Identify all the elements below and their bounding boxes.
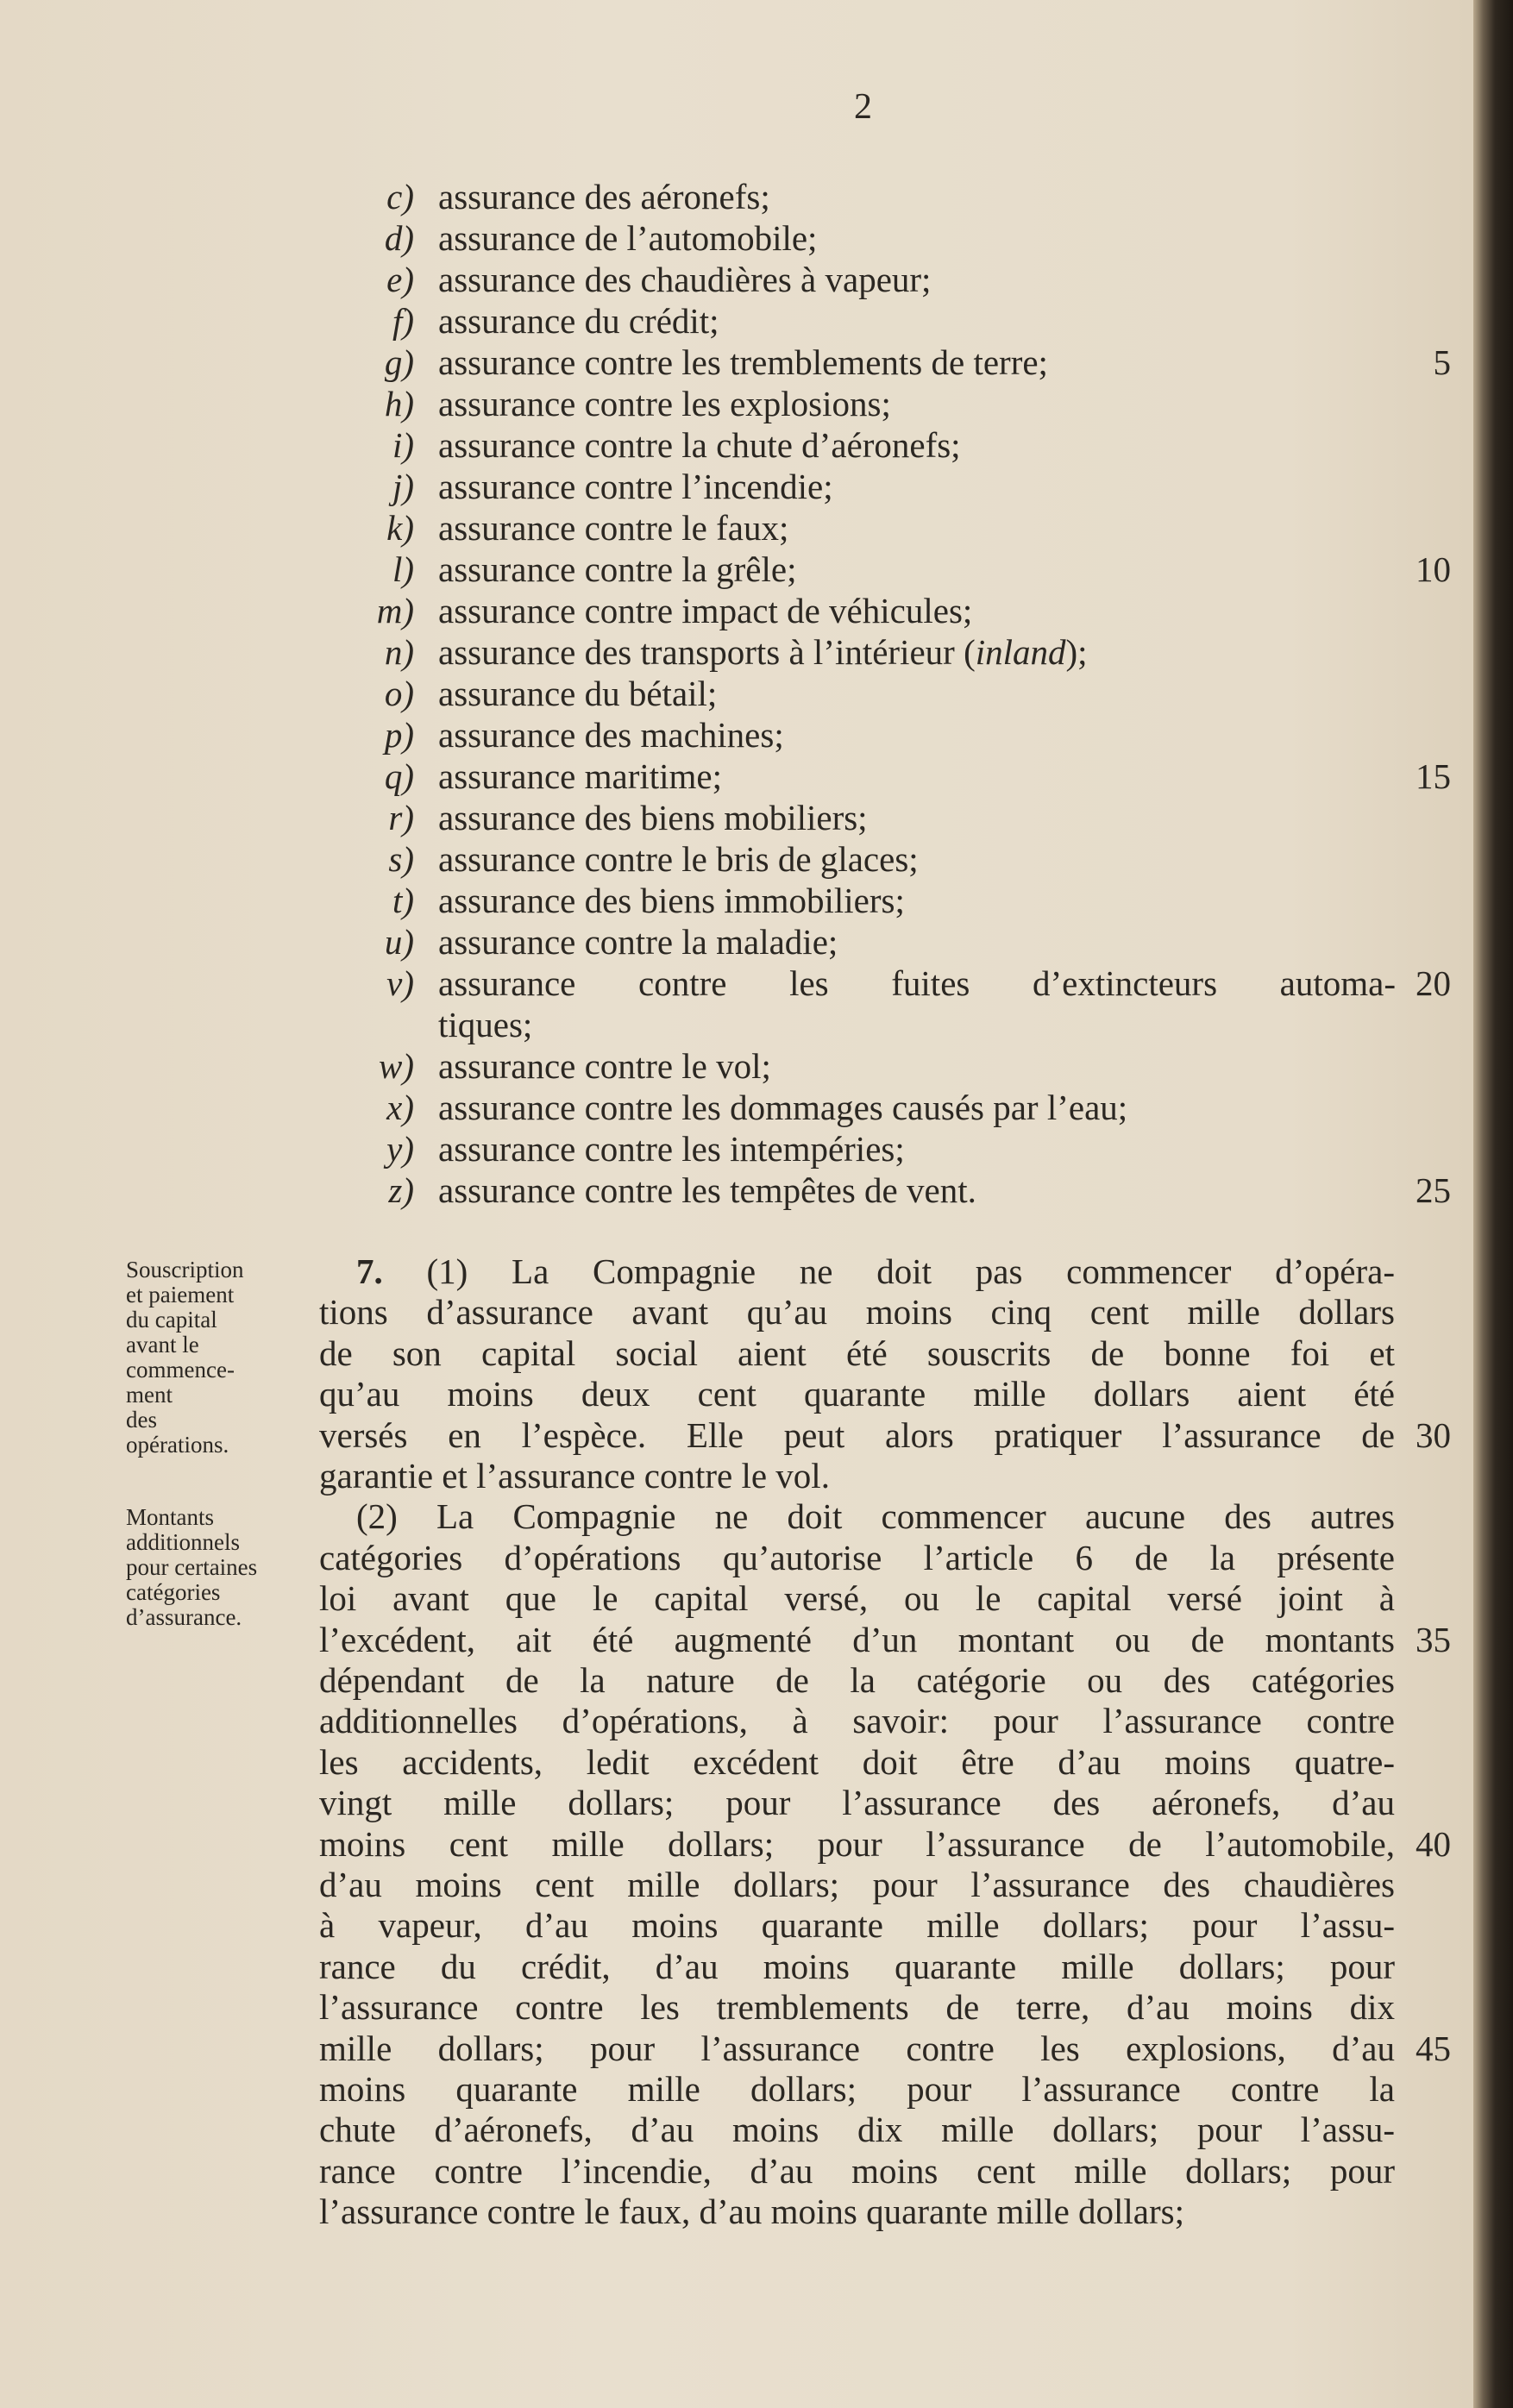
item-text-main: assurance contre les tempêtes de vent. [438, 1170, 976, 1210]
marginal-note-line: ment [126, 1382, 173, 1408]
paragraph-line [319, 1374, 1395, 1414]
item-text [438, 466, 833, 507]
paragraph-line-text: loi avant que le capital versé, ou le capital versé joint à [319, 1578, 1395, 1619]
paragraph-line [319, 2192, 1395, 2232]
item-text [438, 176, 770, 217]
marginal-note-line: Souscription [126, 1257, 244, 1282]
item-letter: j) [392, 467, 414, 506]
paragraph-line-text: (2) La Compagnie ne doit commencer aucune des autres [356, 1496, 1395, 1537]
item-text-main: assurance contre la grêle; [438, 549, 797, 589]
paragraph-line [319, 1947, 1395, 1987]
line-number: 40 [1416, 1823, 1451, 1864]
item-letter: c) [386, 177, 414, 216]
paragraph-line [319, 1333, 1395, 1374]
paragraph-line [319, 1987, 1395, 2028]
list-item [328, 756, 722, 797]
paragraph-line [319, 1538, 1395, 1578]
item-text [438, 1128, 905, 1170]
list-item [328, 383, 891, 424]
item-letter: v) [386, 963, 414, 1003]
list-item [328, 1045, 771, 1087]
item-text [438, 590, 972, 631]
item-text-main: assurance des aéronefs; [438, 177, 770, 216]
paragraph-line [319, 2029, 1395, 2069]
item-text-main: assurance contre la chute d’aéronefs; [438, 425, 961, 465]
paragraph-line-text: additionnelles d’opérations, à savoir: pour l’assurance contre [319, 1701, 1395, 1741]
item-text [438, 797, 868, 838]
marginal-note-line: catégories [126, 1579, 221, 1605]
item-letter: p) [384, 715, 414, 755]
item-text-main: assurance maritime; [438, 756, 723, 796]
paragraph-line [319, 1292, 1395, 1333]
paragraph-line-text: de son capital social aient été souscrits de bonne foi et [319, 1333, 1395, 1373]
paragraph-line [319, 2069, 1395, 2110]
paragraph-line-text: l’assurance contre les tremblements de terre, d’au moins dix [319, 1987, 1395, 2028]
marginal-note-line: des [126, 1407, 157, 1433]
paragraph-line-text: l’excédent, ait été augmenté d’un montant ou de montants [319, 1619, 1395, 1659]
item-text-main: assurance contre le vol; [438, 1046, 771, 1086]
paragraph-line-text: garantie et l’assurance contre le vol. [319, 1456, 830, 1496]
list-item [328, 714, 784, 756]
list-item [328, 176, 770, 217]
item-text [438, 1004, 532, 1045]
item-letter: h) [384, 384, 414, 423]
item-text-main: assurance de l’automobile; [438, 218, 818, 258]
paragraph-line-text: rance du crédit, d’au moins quarante mille dollars; pour [319, 1946, 1395, 1986]
paragraph-line-text: dépendant de la nature de la catégorie ou des catégories [319, 1660, 1395, 1700]
paragraph-line [319, 1742, 1395, 1783]
paragraph-line-text: chute d’aéronefs, d’au moins dix mille dollars; pour l’assu- [319, 2110, 1395, 2150]
line-number: 35 [1416, 1619, 1451, 1659]
item-text [438, 507, 788, 549]
item-text [438, 1045, 771, 1087]
paragraph-line-text: rance contre l’incendie, d’au moins cent mille dollars; pour [319, 2150, 1395, 2191]
item-text-main: assurance contre les tremblements de terre; [438, 342, 1048, 382]
paragraph-line [319, 1701, 1395, 1741]
item-letter: d) [384, 218, 414, 258]
item-text [438, 714, 784, 756]
item-text-main: assurance contre les dommages causés par l’eau; [438, 1088, 1128, 1127]
list-item [328, 342, 1048, 383]
item-text [438, 838, 919, 880]
paragraph-line-text: catégories d’opérations qu’autorise l’article 6 de la présente [319, 1537, 1395, 1577]
item-text-main: assurance des biens immobiliers; [438, 881, 905, 920]
paragraph-line [356, 1496, 1395, 1537]
paragraph-line-text: tions d’assurance avant qu’au moins cinq cent mille dollars [319, 1292, 1395, 1333]
item-text-italic: inland [975, 632, 1066, 672]
marginal-note-line: avant le [126, 1332, 199, 1358]
paragraph-line-text: l’assurance contre le faux, d’au moins quarante mille dollars; [319, 2192, 1184, 2232]
item-letter: k) [386, 508, 414, 548]
item-text [438, 424, 961, 466]
line-number: 5 [1433, 342, 1451, 382]
item-letter: u) [384, 922, 414, 962]
item-letter: w) [379, 1046, 414, 1086]
item-text-main: tiques; [438, 1005, 533, 1044]
line-number: 30 [1416, 1414, 1451, 1455]
item-letter: l) [392, 549, 414, 589]
item-text [438, 921, 838, 963]
item-letter: i) [392, 425, 414, 465]
line-number: 25 [1416, 1170, 1451, 1210]
item-text [438, 880, 905, 921]
item-text [438, 1170, 976, 1211]
paragraph-line [319, 1660, 1395, 1701]
item-text-main: assurance contre les intempéries; [438, 1129, 905, 1169]
marginal-note-line: additionnels [126, 1529, 240, 1555]
list-item [328, 963, 1396, 1004]
item-letter: m) [376, 591, 414, 630]
item-letter: q) [384, 756, 414, 796]
list-item [328, 1170, 976, 1211]
page-number: 2 [854, 87, 872, 127]
item-text-main: assurance contre l’incendie; [438, 467, 833, 506]
list-item [328, 1004, 532, 1045]
item-text-main: assurance des transports à l’intérieur ( [438, 632, 976, 672]
item-text [438, 549, 796, 590]
list-item [328, 259, 931, 300]
item-letter: e) [386, 260, 414, 299]
line-number: 45 [1416, 2028, 1451, 2068]
item-text-main: assurance des biens mobiliers; [438, 798, 868, 837]
paragraph-line-text: versés en l’espèce. Elle peut alors pratiquer l’assurance de [319, 1414, 1395, 1455]
list-item [328, 880, 905, 921]
item-letter: t) [392, 881, 414, 920]
paragraph-line [319, 1578, 1395, 1619]
marginal-note-line: pour certaines [126, 1554, 258, 1580]
list-item [328, 507, 788, 549]
paragraph-line [319, 1824, 1395, 1865]
paragraph-line-text: qu’au moins deux cent quarante mille dollars aient été [319, 1374, 1395, 1414]
marginal-note [126, 1257, 316, 1458]
paragraph-line [319, 1456, 1395, 1496]
paragraph-line-text: moins cent mille dollars; pour l’assurance de l’automobile, [319, 1823, 1395, 1864]
list-item [328, 631, 1088, 673]
item-text-main: assurance contre le faux; [438, 508, 789, 548]
paragraph-line [319, 1865, 1395, 1905]
page-binding-edge [1473, 0, 1513, 2408]
paragraph-line [319, 1620, 1395, 1660]
paragraph-line [319, 1783, 1395, 1823]
paragraph-line [356, 1251, 1395, 1292]
item-text [438, 383, 891, 424]
list-item [328, 217, 817, 259]
line-number: 20 [1416, 963, 1451, 1003]
item-text-main: assurance contre le bris de glaces; [438, 839, 919, 879]
list-item [328, 549, 796, 590]
list-item [328, 797, 868, 838]
list-item [328, 424, 961, 466]
line-number: 15 [1416, 756, 1451, 796]
item-letter: r) [388, 798, 414, 837]
item-letter: x) [386, 1088, 414, 1127]
paragraph-line-text: vingt mille dollars; pour l’assurance des aéronefs, d’au [319, 1783, 1395, 1823]
paragraph-line-text: à vapeur, d’au moins quarante mille dollars; pour l’assu- [319, 1905, 1395, 1946]
item-text [438, 300, 719, 342]
item-text-main: assurance contre impact de véhicules; [438, 591, 973, 630]
item-text-main: assurance des chaudières à vapeur; [438, 260, 932, 299]
list-item [328, 921, 838, 963]
item-letter: y) [386, 1129, 414, 1169]
item-letter: z) [388, 1170, 414, 1210]
item-letter: n) [384, 632, 414, 672]
item-letter: o) [384, 674, 414, 713]
item-letter: f) [392, 301, 414, 341]
item-text [438, 259, 931, 300]
line-number: 10 [1416, 549, 1451, 589]
paragraph-line [319, 2151, 1395, 2192]
list-item [328, 590, 972, 631]
marginal-note-line: Montants [126, 1504, 215, 1530]
paragraph-line-text: moins quarante mille dollars; pour l’assurance contre la [319, 2069, 1395, 2109]
item-text [438, 756, 722, 797]
list-item [328, 1087, 1127, 1128]
item-text [438, 342, 1048, 383]
list-item [328, 466, 833, 507]
marginal-note [126, 1505, 316, 1630]
item-text-main: assurance du bétail; [438, 674, 718, 713]
paragraph-line [319, 1905, 1395, 1946]
item-letter: g) [384, 342, 414, 382]
item-letter: s) [388, 839, 414, 879]
list-item [328, 673, 717, 714]
list-item [328, 1128, 905, 1170]
marginal-note-line: opérations. [126, 1432, 229, 1458]
paragraph-line [319, 2110, 1395, 2150]
paragraph-line [319, 1415, 1395, 1456]
item-text-main: assurance contre la maladie; [438, 922, 838, 962]
item-text [438, 673, 717, 714]
paragraph-line-text: les accidents, ledit excédent doit être d’au moins quatre- [319, 1741, 1395, 1782]
paragraph-line-text: d’au moins cent mille dollars; pour l’assurance des chaudières [319, 1865, 1395, 1904]
item-text [438, 963, 1396, 1004]
paragraph-line-text: (1) La Compagnie ne doit pas commencer d’opéra- [426, 1251, 1395, 1291]
marginal-note-line: du capital [126, 1307, 217, 1333]
item-text [438, 631, 1088, 673]
marginal-note-line: commence- [126, 1357, 235, 1383]
marginal-note-line: et paiement [126, 1282, 235, 1307]
section-number: 7. [356, 1251, 383, 1291]
item-text-main: assurance des machines; [438, 715, 784, 755]
marginal-note-line: d’assurance. [126, 1604, 242, 1630]
paragraph-line-text: mille dollars; pour l’assurance contre les explosions, d’au [319, 2028, 1395, 2068]
item-text [438, 217, 817, 259]
list-item [328, 838, 919, 880]
item-text [438, 1087, 1127, 1128]
item-text-main: assurance du crédit; [438, 301, 719, 341]
list-item [328, 300, 719, 342]
item-text-after: ); [1065, 632, 1088, 672]
item-text-main: assurance contre les fuites d’extincteurs automa- [438, 963, 1396, 1003]
item-text-main: assurance contre les explosions; [438, 384, 891, 423]
